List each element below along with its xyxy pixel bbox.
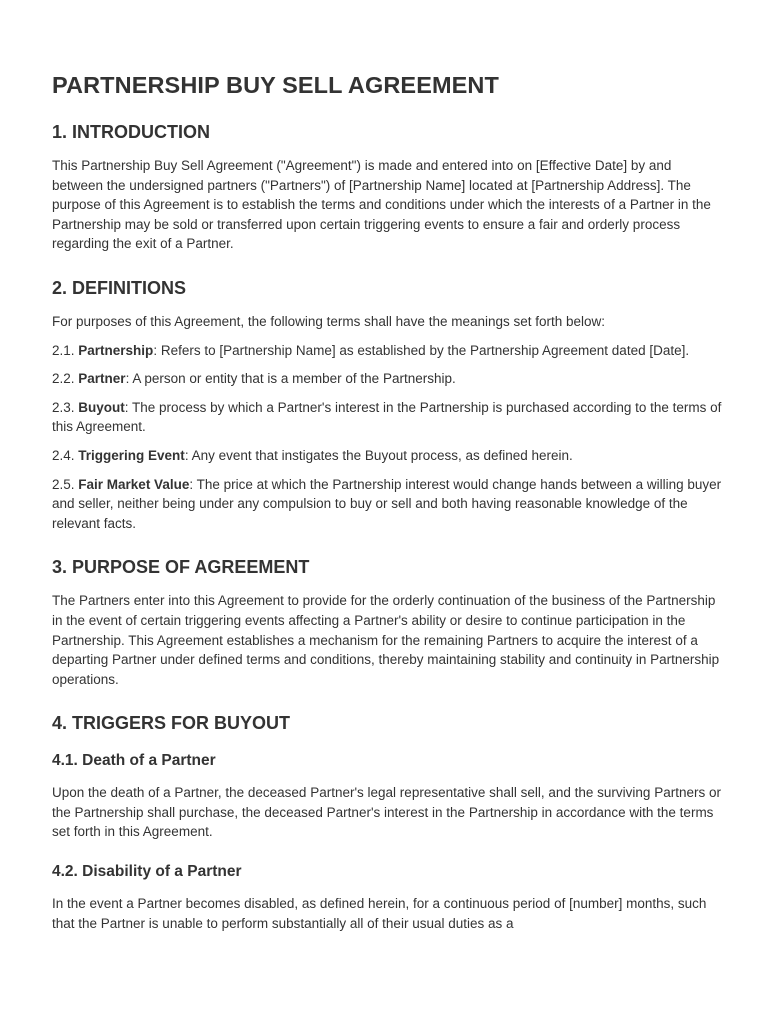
- definition-text: : Any event that instigates the Buyout process, as defined herein.: [184, 447, 573, 463]
- definition-term: Partnership: [78, 342, 154, 358]
- definition-number: 2.2.: [52, 371, 79, 387]
- definition-term: Buyout: [78, 399, 125, 415]
- death-paragraph: Upon the death of a Partner, the deceased Partner's legal representative shall sell, and the surviving Partners or the Partnership shall purchase, the deceased Partner's interest in the Partnership in accordance with the terms set forth in this Agreement.: [52, 785, 721, 840]
- definition-item-buyout: [52, 398, 724, 437]
- section-heading-definitions: 2. DEFINITIONS: [52, 277, 187, 298]
- subsection-heading-disability: 4.2. Disability of a Partner: [52, 863, 242, 881]
- document-title: PARTNERSHIP BUY SELL AGREEMENT: [52, 72, 499, 98]
- definition-term: Triggering Event: [78, 447, 185, 463]
- definition-number: 2.4.: [52, 447, 79, 463]
- definition-term: Partner: [78, 371, 126, 387]
- definition-number: 2.3.: [52, 399, 79, 415]
- definition-item-triggering-event: [52, 446, 724, 466]
- section-heading-triggers: 4. TRIGGERS FOR BUYOUT: [52, 713, 291, 734]
- definition-number: 2.5.: [52, 476, 79, 492]
- definition-text: : Refers to [Partnership Name] as established by the Partnership Agreement dated [Date].: [153, 342, 690, 358]
- definition-text: : A person or entity that is a member of the Partnership.: [125, 371, 456, 387]
- definition-item-partnership: [52, 341, 724, 361]
- purpose-paragraph: The Partners enter into this Agreement to provide for the orderly continuation of the business of the Partnership in the event of certain triggering events affecting a Partner's ability or desire to continue participation in the Partnership. This Agreement establishes a mechanism for the remaining Partners to acquire the interest of a departing Partner under defined terms and conditions, thereby maintaining stability and continuity in Partnership operations.: [52, 593, 720, 687]
- definition-number: 2.1.: [52, 342, 79, 358]
- document-page: [52, 70, 724, 942]
- section-heading-purpose: 3. PURPOSE OF AGREEMENT: [52, 557, 310, 578]
- section-heading-introduction: 1. INTRODUCTION: [52, 122, 211, 142]
- definition-item-fair-market-value: [52, 475, 724, 534]
- definition-item-partner: [52, 369, 724, 389]
- introduction-paragraph: This Partnership Buy Sell Agreement ("Agreement") is made and entered into on [Effective Date] by and between the undersigned partners ("Partners") of [Partnership Name] located at [Partnership Address]. The purpose of this Agreement is to establish the terms and conditions under which the interests of a Partner in the Partnership may be sold or transferred upon certain triggering events to ensure a fair and orderly process regarding the exit of a Partner.: [52, 158, 711, 252]
- subsection-heading-death: 4.1. Death of a Partner: [52, 752, 216, 770]
- disability-paragraph: In the event a Partner becomes disabled, as defined herein, for a continuous period of [number] months, such that the Partner is unable to perform substantially all of their usual duties as a: [52, 896, 707, 931]
- definition-term: Fair Market Value: [78, 476, 190, 492]
- definitions-lead-paragraph: For purposes of this Agreement, the following terms shall have the meanings set forth below:: [52, 313, 606, 329]
- definition-text: : The price at which the Partnership interest would change hands between a willing buyer and seller, neither being under any compulsion to buy or sell and both having reasonable knowledge of the relevant facts.: [52, 476, 722, 531]
- definition-text: : The process by which a Partner's interest in the Partnership is purchased according to the terms of this Agreement.: [52, 399, 722, 435]
